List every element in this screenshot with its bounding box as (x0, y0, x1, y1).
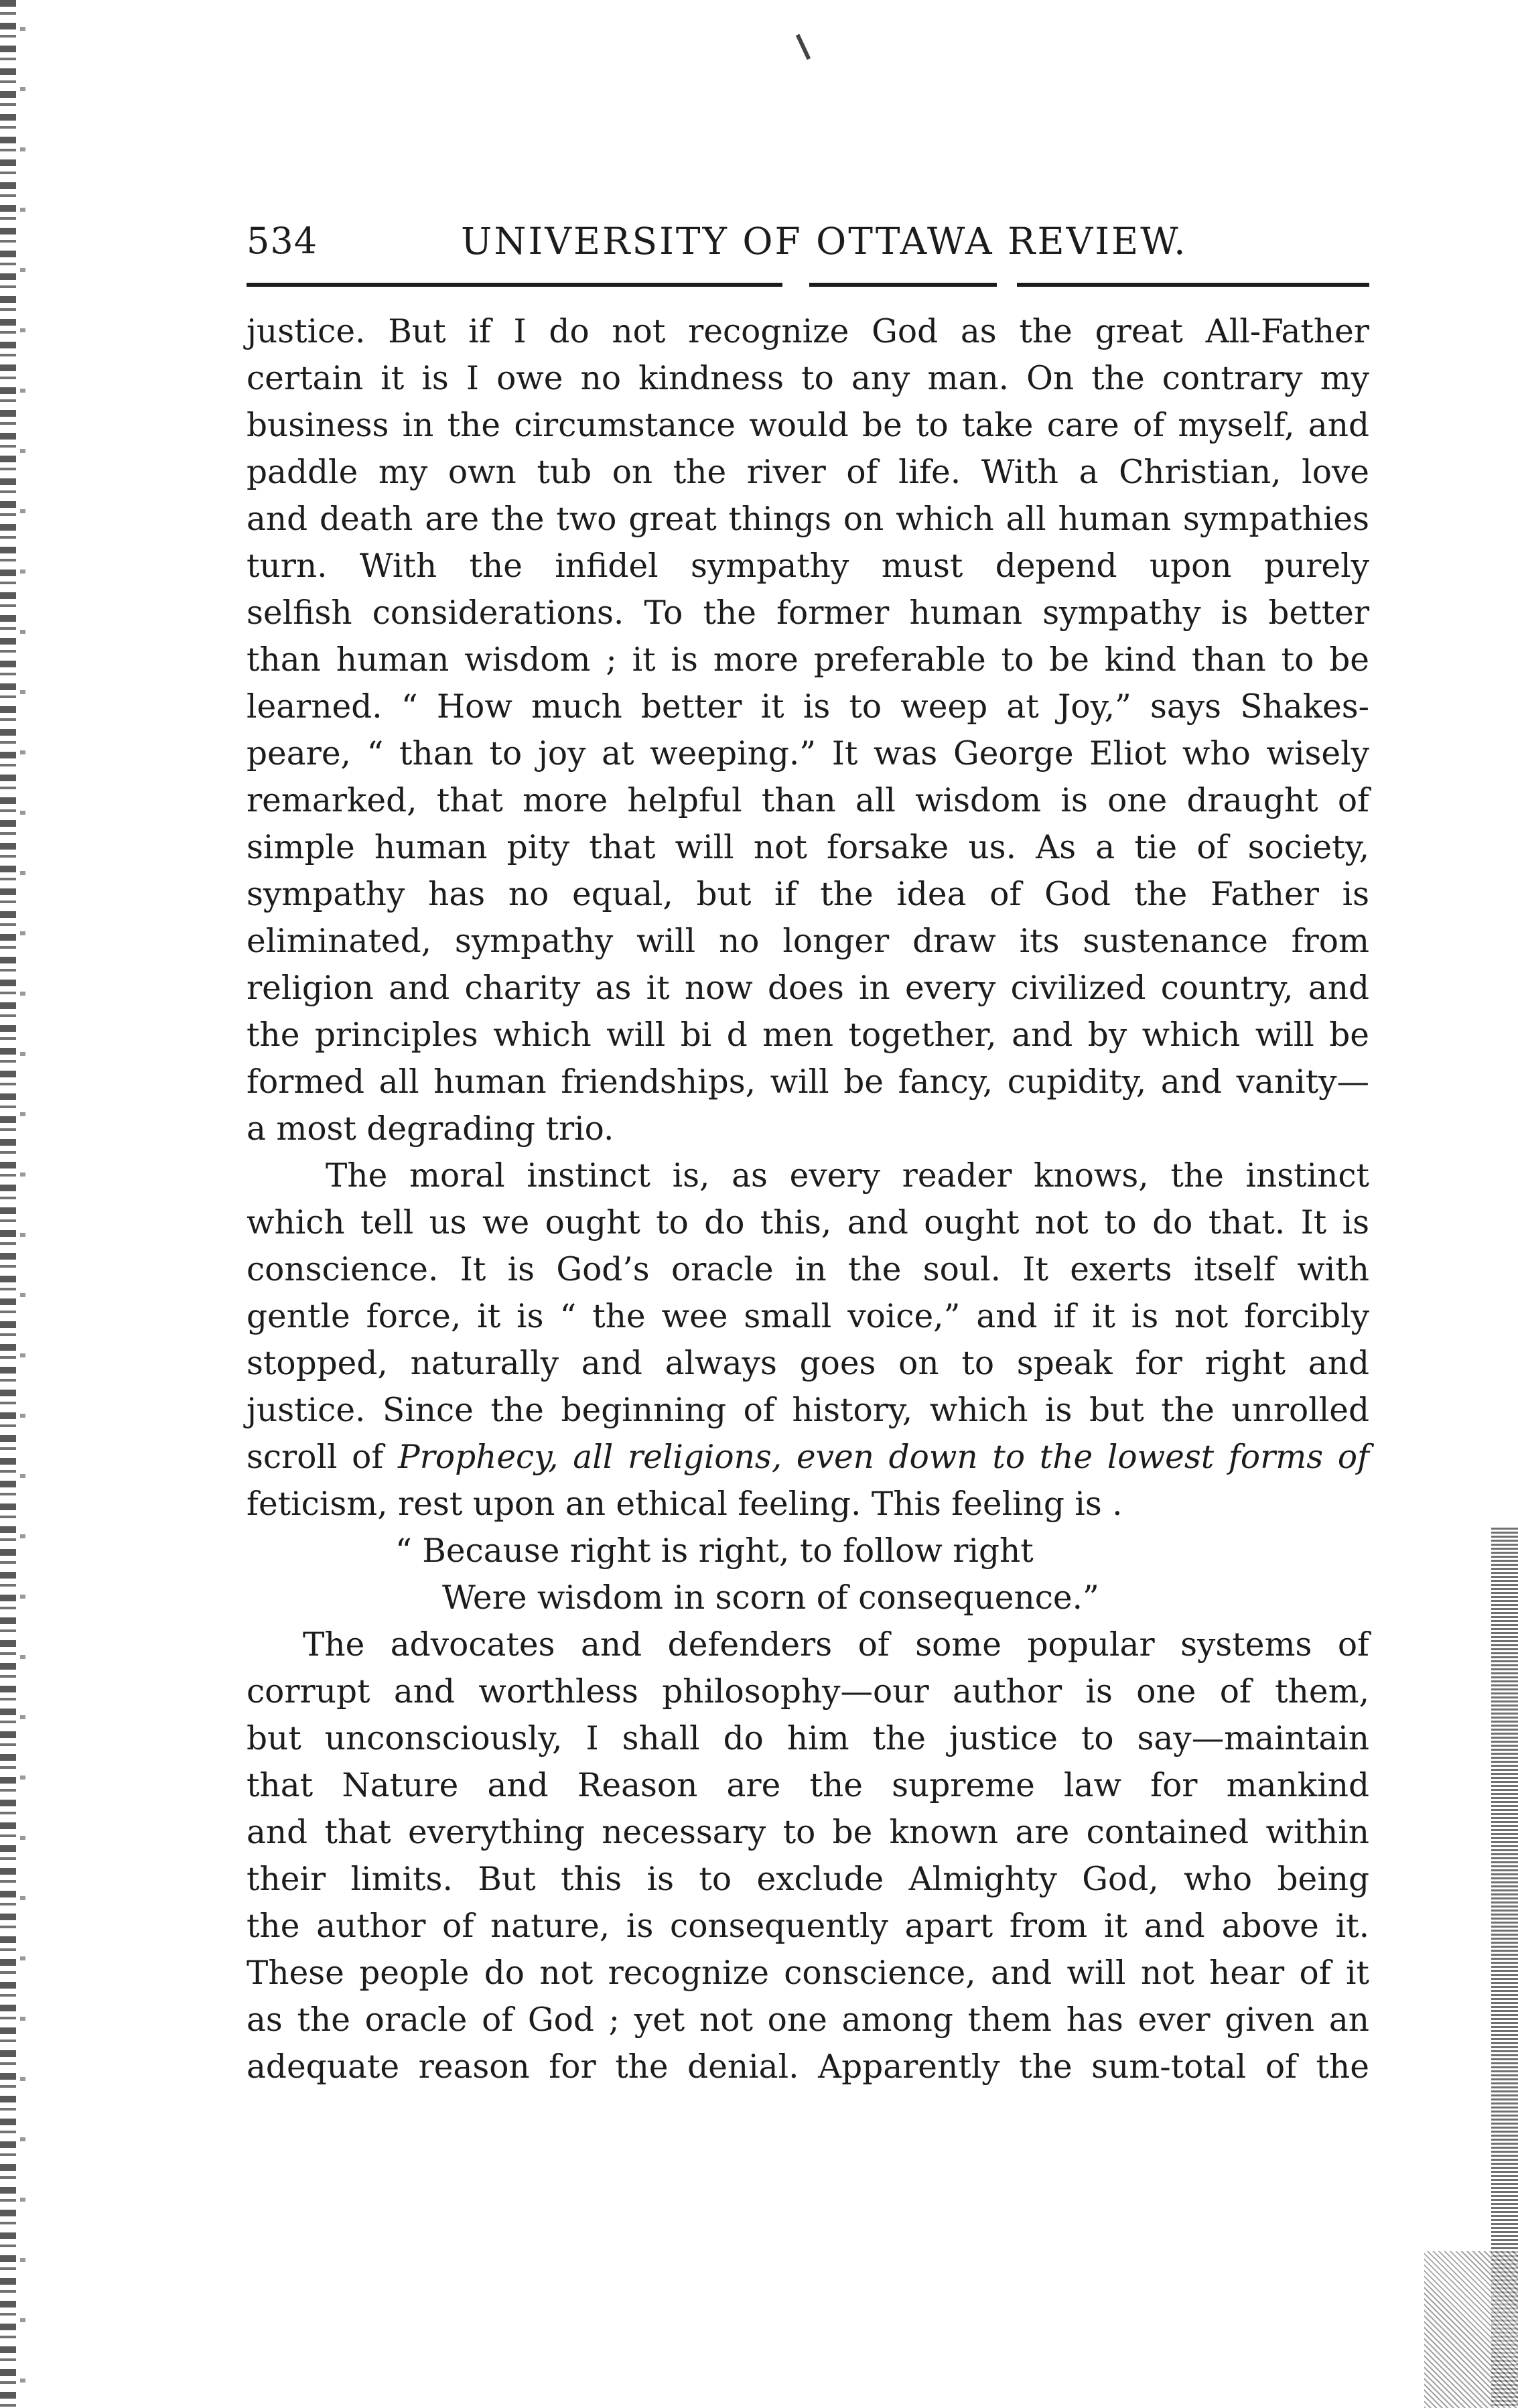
binding-edge-artifact-secondary (20, 0, 25, 2408)
text-line: religion and charity as it now does in every civilized country, and (247, 969, 1369, 1007)
journal-title: UNIVERSITY OF OTTAWA REVIEW. (461, 220, 1188, 263)
paragraph-3 (247, 1621, 1369, 2090)
text-line: These people do not recognize conscience, and will not hear of it (247, 1954, 1369, 1992)
text-line: formed all human friendships, will be fancy, cupidity, and vanity— (247, 1063, 1369, 1101)
text-line: corrupt and worthless philosophy—our author is one of them, (247, 1673, 1369, 1711)
text-line: stopped, naturally and always goes on to speak for right and (247, 1345, 1369, 1382)
text-line: eliminated, sympathy will no longer draw its sustenance from (247, 923, 1369, 960)
text-line: sympathy has no equal, but if the idea of God the Father is (247, 876, 1369, 913)
text-line: The moral instinct is, as every reader knows, the instinct (326, 1157, 1369, 1195)
text-line: as the oracle of God ; yet not one among them has ever given an (247, 2001, 1369, 2039)
text-line: learned. “ How much better it is to weep at Joy,” says Shakes- (247, 688, 1369, 726)
text-line: and that everything necessary to be known are contained within (247, 1814, 1369, 1851)
text-line: feticism, rest upon an ethical feeling. This feeling is . (247, 1485, 1123, 1523)
text-line: justice. Since the beginning of history, which is but the unrolled (247, 1392, 1369, 1429)
corner-artifact (1424, 2251, 1518, 2408)
verse-quotation (247, 1528, 1369, 1621)
text-line: justice. But if I do not recognize God as the great All-Father (247, 313, 1369, 350)
text-run: scroll of (247, 1439, 399, 1476)
text-line: than human wisdom ; it is more preferable to be kind than to be (247, 641, 1369, 679)
stray-ink-mark (796, 34, 811, 60)
text-line: and death are the two great things on which all human sympathies (247, 500, 1369, 538)
quote-line: “ Because right is right, to follow right (395, 1532, 1034, 1570)
text-line: the author of nature, is consequently apart from it and above it. (247, 1908, 1369, 1945)
text-line-italic (247, 1434, 1369, 1481)
text-line: the principles which will bi d men together, and by which will be (247, 1016, 1369, 1054)
text-line: selfish considerations. To the former human sympathy is better (247, 594, 1369, 632)
text-line: that Nature and Reason are the supreme law for mankind (247, 1767, 1369, 1804)
page-number: 534 (247, 220, 318, 262)
paragraph-1 (247, 308, 1369, 1152)
italic-text-run: Prophecy, all religions, even down to the lowest forms of (398, 1439, 1369, 1476)
text-line: simple human pity that will not forsake us. As a tie of society, (247, 829, 1369, 866)
text-line: peare, “ than to joy at weeping.” It was George Eliot who wisely (247, 735, 1369, 773)
binding-edge-artifact (0, 0, 16, 2408)
text-line: The advocates and defenders of some popular systems of (303, 1626, 1369, 1664)
running-head (247, 214, 1369, 268)
text-line: a most degrading trio. (247, 1110, 614, 1148)
text-line: but unconsciously, I shall do him the justice to say—maintain (247, 1720, 1369, 1757)
text-line: their limits. But this is to exclude Almighty God, who being (247, 1861, 1369, 1898)
text-line: remarked, that more helpful than all wisdom is one draught of (247, 782, 1369, 819)
text-line: adequate reason for the denial. Apparently the sum-total of the (247, 2048, 1369, 2086)
text-line: gentle force, it is “ the wee small voice,” and if it is not forcibly (247, 1298, 1369, 1335)
header-rule (247, 283, 1369, 287)
paragraph-2 (247, 1152, 1369, 1528)
text-line: business in the circumstance would be to take care of myself, and (247, 407, 1369, 444)
text-line: which tell us we ought to do this, and ought not to do that. It is (247, 1204, 1369, 1242)
text-line: conscience. It is God’s oracle in the soul. It exerts itself with (247, 1251, 1369, 1288)
text-line: paddle my own tub on the river of life. With a Christian, love (247, 454, 1369, 491)
text-line: certain it is I owe no kindness to any man. On the contrary my (247, 360, 1369, 397)
text-line: turn. With the infidel sympathy must depend upon purely (247, 547, 1369, 585)
quote-line: Were wisdom in scorn of consequence.” (442, 1579, 1099, 1617)
